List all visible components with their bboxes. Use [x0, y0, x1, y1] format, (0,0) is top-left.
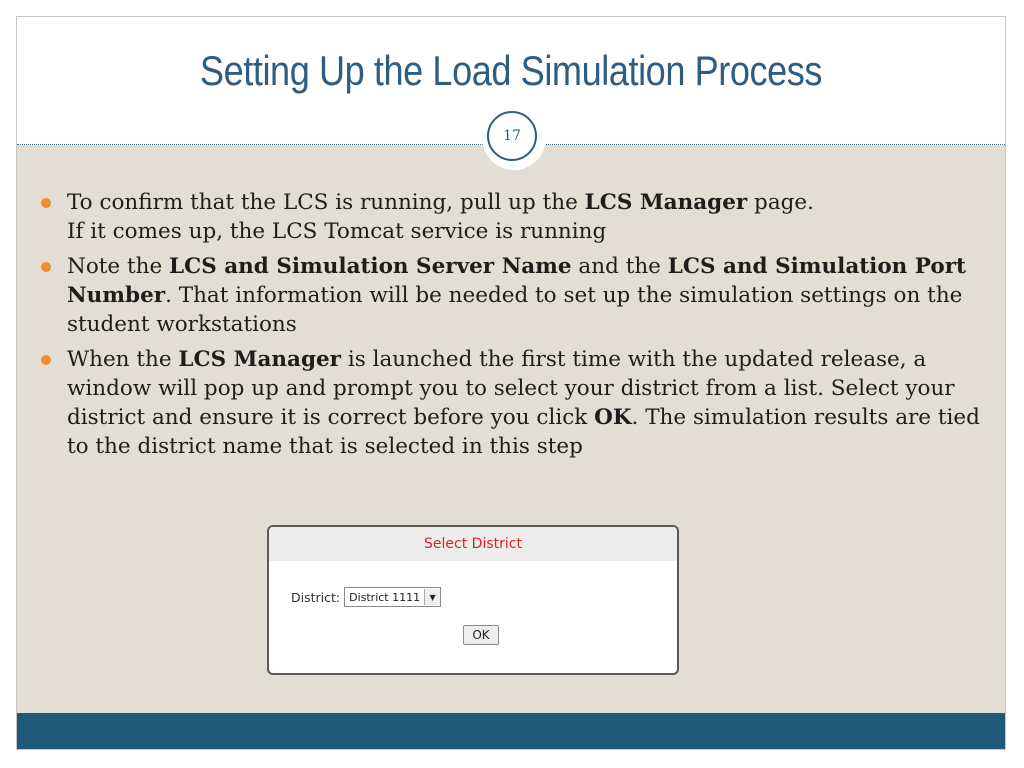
- bullet-text: is launched the first time with the updated release, a window will pop up and prompt you to select your district from a list. Select your district and ensure it is correct before you click: [67, 347, 955, 430]
- bullet-dot-icon: [41, 262, 51, 272]
- bullet-item: [41, 188, 996, 246]
- bullet-bold-text: LCS and Simulation Server Name: [169, 254, 572, 279]
- bullet-bold-text: LCS and Simulation Port Number: [67, 254, 966, 308]
- bullet-item: [41, 345, 996, 461]
- district-label: District:: [291, 589, 341, 605]
- district-row: [291, 587, 441, 607]
- bullet-text: and the: [571, 254, 668, 279]
- ok-button[interactable]: OK: [463, 625, 499, 645]
- chevron-down-icon[interactable]: ▼: [424, 589, 440, 605]
- bullet-item: [41, 252, 996, 339]
- slide: [16, 16, 1006, 750]
- bullet-text: Note the: [67, 254, 169, 279]
- bullet-text: . That information will be needed to set up the simulation settings on the student workstations: [67, 283, 963, 337]
- page-number: 17: [487, 111, 537, 161]
- bullet-dot-icon: [41, 198, 51, 208]
- bullet-bold-text: LCS Manager: [178, 347, 341, 372]
- bullet-text: If it comes up, the LCS Tomcat service is running: [67, 219, 607, 244]
- page-number-badge: [482, 106, 546, 170]
- select-district-dialog: [267, 525, 679, 675]
- dialog-title: Select District: [269, 527, 677, 561]
- bullet-text: . The simulation results are tied to the district name that is selected in this step: [67, 405, 980, 459]
- bullet-dot-icon: [41, 355, 51, 365]
- slide-footer-bar: [17, 713, 1005, 749]
- bullet-text: To confirm that the LCS is running, pull up the: [67, 190, 585, 215]
- bullet-bold-text: LCS Manager: [584, 190, 748, 215]
- bullet-bold-text: OK: [594, 405, 632, 430]
- district-select[interactable]: [344, 587, 441, 607]
- bullet-text: When the: [67, 347, 179, 372]
- bullet-text: page.: [747, 190, 814, 215]
- bullet-list: [41, 188, 996, 467]
- slide-title: Setting Up the Load Simulation Process: [199, 47, 823, 94]
- district-select-value: District 1111: [349, 590, 421, 604]
